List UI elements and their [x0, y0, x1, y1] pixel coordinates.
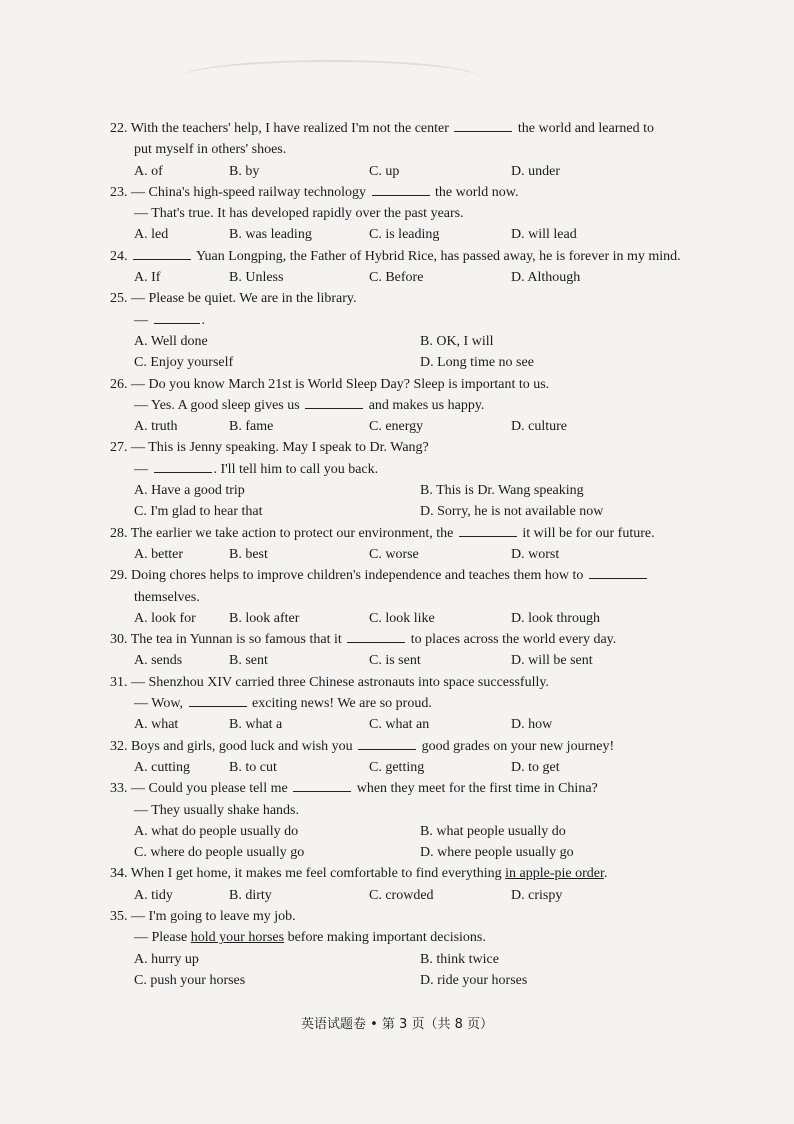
answer-blank: [189, 693, 247, 707]
question-text: — Could you please tell me: [131, 781, 292, 797]
answer-option[interactable]: C. where do people usually go: [134, 845, 305, 861]
answer-option[interactable]: A. tidy: [134, 887, 173, 903]
question-text: it will be for our future.: [518, 525, 655, 541]
question-text: — This is Jenny speaking. May I speak to Dr. Wang?: [131, 440, 429, 456]
answer-option[interactable]: B. OK, I will: [420, 333, 494, 349]
question-item: [110, 374, 710, 438]
question-stem: [110, 629, 710, 650]
answer-options: [110, 161, 710, 182]
answer-option[interactable]: D. culture: [511, 419, 567, 435]
answer-option[interactable]: A. truth: [134, 419, 178, 435]
answer-option[interactable]: C. crowded: [369, 887, 434, 903]
question-list: [110, 118, 710, 991]
answer-option[interactable]: C. is sent: [369, 653, 421, 669]
answer-blank: [358, 736, 416, 750]
answer-options: [110, 821, 710, 864]
question-number: 22.: [110, 121, 128, 136]
answer-option[interactable]: A. of: [134, 163, 163, 179]
answer-option[interactable]: D. Sorry, he is not available now: [420, 504, 604, 520]
question-continuation: [110, 927, 710, 948]
question-text: . I'll tell him to call you back.: [213, 461, 379, 477]
question-text: when they meet for the first time in China?: [353, 781, 598, 797]
answer-option[interactable]: C. getting: [369, 759, 425, 775]
question-number: 26.: [110, 376, 128, 392]
question-item: [110, 778, 710, 863]
question-text: — I'm going to leave my job.: [131, 908, 296, 924]
question-text: — Do you know March 21st is World Sleep Day? Sleep is important to us.: [131, 376, 550, 392]
answer-blank: [293, 778, 351, 792]
answer-option[interactable]: D. to get: [511, 759, 560, 775]
question-stem: [110, 906, 710, 927]
question-number: 27.: [110, 440, 128, 456]
question-item: [110, 565, 710, 629]
answer-blank: [305, 395, 363, 409]
answer-options: [110, 757, 710, 778]
question-text: With the teachers' help, I have realized I'm not the center: [130, 121, 453, 136]
answer-options: [110, 608, 710, 629]
answer-option[interactable]: B. best: [229, 546, 268, 562]
question-stem: [110, 182, 710, 203]
question-text: — Shenzhou XIV carried three Chinese astronauts into space successfully.: [131, 674, 549, 690]
answer-option[interactable]: B. think twice: [420, 951, 499, 967]
question-item: [110, 182, 710, 246]
answer-option[interactable]: D. will be sent: [511, 653, 593, 669]
answer-option[interactable]: A. look for: [134, 610, 196, 626]
question-continuation: — .: [110, 310, 710, 331]
question-stem: [110, 523, 710, 544]
answer-option[interactable]: B. what a: [229, 717, 283, 733]
question-text: — Please: [134, 930, 191, 946]
answer-option[interactable]: A. what: [134, 717, 179, 733]
answer-option[interactable]: B. to cut: [229, 759, 277, 775]
answer-option[interactable]: B. what people usually do: [420, 823, 566, 839]
answer-option[interactable]: C. worse: [369, 546, 419, 562]
answer-option[interactable]: C. up: [369, 163, 400, 179]
question-text: — China's high-speed railway technology: [131, 184, 370, 200]
question-item: [110, 629, 710, 672]
answer-option[interactable]: A. cutting: [134, 759, 190, 775]
question-text: the world and learned to: [514, 121, 654, 136]
question-text: The tea in Yunnan is so famous that it: [130, 632, 346, 648]
question-number: 28.: [110, 525, 128, 541]
answer-options: [110, 949, 710, 992]
answer-options: [110, 224, 710, 245]
answer-option[interactable]: C. I'm glad to hear that: [134, 504, 263, 520]
question-stem: [110, 288, 710, 309]
question-text: Yuan Longping, the Father of Hybrid Rice, has passed away, he is forever in my mind.: [193, 248, 681, 264]
question-stem: [110, 672, 710, 693]
question-stem: [110, 863, 710, 884]
answer-options: [110, 416, 710, 437]
question-number: 32.: [110, 738, 128, 754]
question-text: to places across the world every day.: [407, 632, 617, 648]
question-number: 23.: [110, 184, 128, 200]
answer-option[interactable]: B. look after: [229, 610, 300, 626]
question-continuation: put myself in others' shoes.: [134, 142, 287, 158]
answer-option[interactable]: A. what do people usually do: [134, 823, 299, 839]
question-text: exciting news! We are so proud.: [248, 696, 432, 712]
question-stem: [110, 246, 710, 267]
answer-option[interactable]: D. look through: [511, 610, 601, 626]
underlined-phrase: hold your horses: [190, 930, 285, 946]
question-item: [110, 118, 710, 182]
question-number: 30.: [110, 632, 128, 648]
question-continuation: — That's true. It has developed rapidly over the past years.: [134, 206, 464, 222]
question-number: 35.: [110, 908, 128, 924]
answer-option[interactable]: C. Before: [369, 270, 424, 286]
question-number: 31.: [110, 674, 128, 690]
answer-option[interactable]: A. hurry up: [134, 951, 199, 967]
answer-option[interactable]: A. better: [134, 546, 183, 562]
answer-option[interactable]: B. fame: [229, 419, 274, 435]
question-stem: [110, 778, 710, 799]
question-text: the world now.: [431, 184, 519, 200]
answer-blank: [154, 310, 200, 324]
faded-header-mark: [180, 60, 480, 96]
answer-blank: [459, 523, 517, 537]
question-item: [110, 246, 710, 289]
answer-blank: [372, 182, 430, 196]
answer-option[interactable]: A. sends: [134, 653, 183, 669]
answer-option[interactable]: B. Unless: [229, 270, 284, 286]
underlined-phrase: in apple-pie order: [505, 866, 604, 882]
answer-option[interactable]: B. was leading: [229, 227, 312, 243]
answer-options: [110, 544, 710, 565]
question-stem: [110, 565, 710, 586]
answer-option[interactable]: A. If: [134, 270, 161, 286]
answer-option[interactable]: D. Long time no see: [420, 355, 534, 371]
answer-options: [110, 267, 710, 288]
answer-option[interactable]: A. Well done: [134, 333, 208, 349]
answer-options: [110, 331, 710, 374]
question-text: Doing chores helps to improve children's independence and teaches them how to: [131, 568, 587, 584]
answer-blank: [589, 565, 647, 579]
page-footer: 英语试题卷 • 第 3 页（共 8 页）: [300, 1017, 493, 1032]
question-text: — Wow,: [134, 696, 187, 712]
question-stem: [110, 437, 710, 458]
question-number: 34.: [110, 866, 128, 882]
answer-option[interactable]: D. where people usually go: [420, 845, 574, 861]
question-stem: [110, 118, 710, 139]
question-text: The earlier we take action to protect our environment, the: [130, 525, 457, 541]
answer-option[interactable]: C. push your horses: [134, 972, 246, 988]
question-number: 33.: [110, 781, 128, 797]
question-text: — Please be quiet. We are in the library.: [131, 291, 357, 307]
question-item: [110, 288, 710, 373]
question-item: [110, 437, 710, 522]
answer-blank: [154, 459, 212, 473]
answer-blank: [454, 118, 512, 132]
answer-blank: [133, 246, 191, 260]
question-text: —: [134, 461, 152, 477]
answer-option[interactable]: D. ride your horses: [420, 972, 528, 988]
answer-option[interactable]: D. Although: [511, 270, 581, 286]
answer-options: [110, 714, 710, 735]
question-continuation: themselves.: [134, 589, 200, 605]
answer-option[interactable]: C. is leading: [369, 227, 440, 243]
question-number: 24.: [110, 248, 128, 264]
answer-options: [110, 650, 710, 671]
question-item: [110, 863, 710, 906]
question-text: before making important decisions.: [284, 930, 486, 946]
answer-option[interactable]: D. crispy: [511, 887, 563, 903]
answer-option[interactable]: B. This is Dr. Wang speaking: [420, 483, 584, 499]
question-item: [110, 523, 710, 566]
question-text: — Yes. A good sleep gives us: [134, 397, 304, 413]
question-text: .: [603, 866, 608, 882]
question-continuation: [110, 395, 710, 416]
answer-option[interactable]: C. energy: [369, 419, 424, 435]
question-stem: [110, 736, 710, 757]
answer-option[interactable]: C. Enjoy yourself: [134, 355, 234, 371]
answer-option[interactable]: B. dirty: [229, 887, 272, 903]
answer-option[interactable]: D. worst: [511, 546, 560, 562]
answer-options: [110, 480, 710, 523]
answer-option[interactable]: D. how: [511, 717, 553, 733]
question-stem: [110, 374, 710, 395]
answer-option[interactable]: C. what an: [369, 717, 430, 733]
question-continuation: [110, 693, 710, 714]
question-text: and makes us happy.: [365, 397, 485, 413]
answer-blank: [347, 629, 405, 643]
question-continuation: [110, 459, 710, 480]
question-continuation: — They usually shake hands.: [134, 802, 299, 818]
question-number: 25.: [110, 291, 128, 307]
question-item: [110, 906, 710, 991]
answer-option[interactable]: D. will lead: [511, 227, 577, 243]
question-text: When I get home, it makes me feel comfortable to find everything: [130, 866, 506, 882]
question-item: [110, 736, 710, 779]
question-text: good grades on your new journey!: [418, 738, 615, 754]
answer-options: [110, 885, 710, 906]
answer-option[interactable]: B. sent: [229, 653, 268, 669]
answer-option[interactable]: D. under: [511, 163, 560, 179]
answer-option[interactable]: A. led: [134, 227, 169, 243]
question-number: 29.: [110, 568, 128, 584]
answer-option[interactable]: B. by: [229, 163, 260, 179]
answer-option[interactable]: C. look like: [369, 610, 435, 626]
question-item: [110, 672, 710, 736]
question-text: Boys and girls, good luck and wish you: [131, 738, 357, 754]
answer-option[interactable]: A. Have a good trip: [134, 483, 245, 499]
